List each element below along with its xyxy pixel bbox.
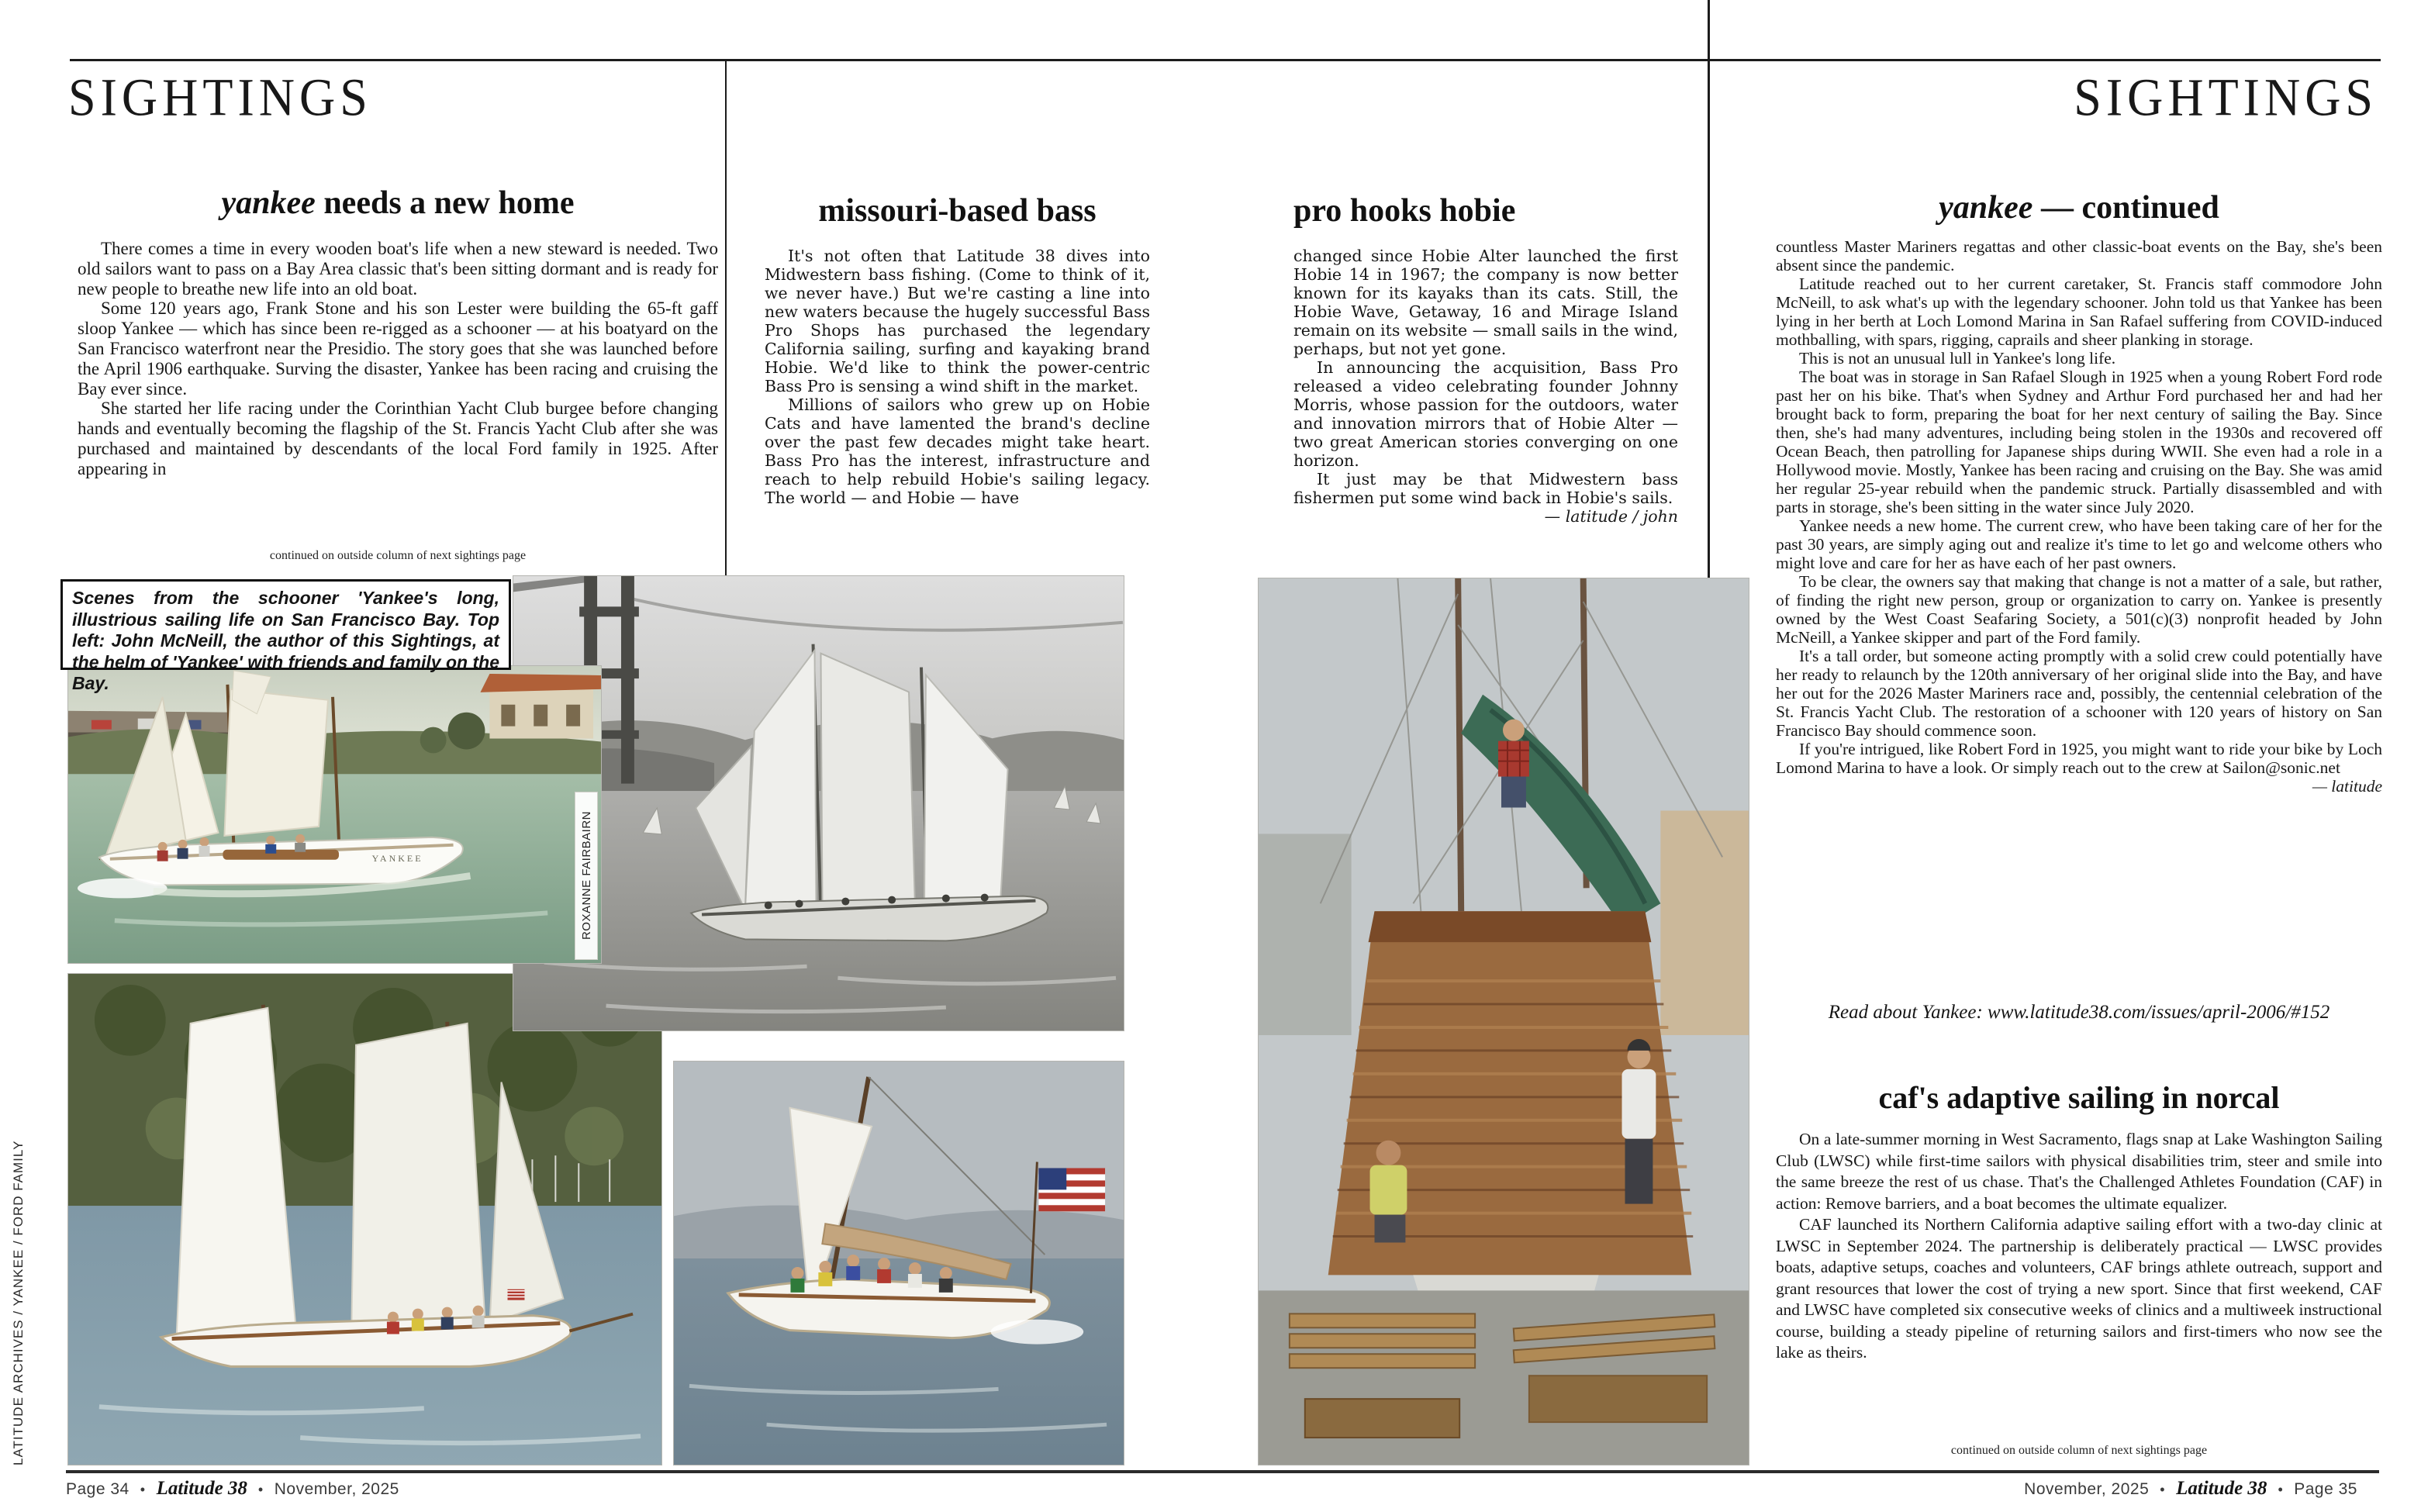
photo-yankee-bridge (67, 665, 602, 964)
side-photo-credit (11, 1068, 34, 1465)
paragraph: It's not often that Latitude 38 dives into Midwestern bass fishing. (Come to think of it, we never have.) But we're casting a line into new waters because the hugely successful Bass Pro Shops has purchased the legendary California sailing, surfing and kayaking brand Hobie. We'd like to think the power-centric Bass Pro is sensing a wind shift in the market. (765, 247, 1150, 395)
paragraph: CAF launched its Northern California adaptive sailing effort with a two-day clinic at LWSC in September 2024. The partnership is deliberately practical — LWSC provides boats, adaptive setups, coaches and volunteers, CAF brings athlete outreach, support and grant resources that lower the cost of trying a new sport. Since that first weekend, CAF and LWSC have completed six consecutive weeks of clinics and a multiweek instructional course, building a steady pipeline of returning sailors and first-timers who now see the lake as theirs. (1776, 1215, 2382, 1362)
continued-note-right: continued on outside column of next sightings page (1950, 1444, 2208, 1457)
article-title-caf: caf's adaptive sailing in norcal (1878, 1080, 2280, 1115)
section-header-left: SIGHTINGS (68, 67, 372, 127)
footer-right (1861, 1478, 2357, 1500)
footer-separator: • (2278, 1482, 2284, 1497)
paragraph: It's a tall order, but someone acting promptly with a solid crew could potentially have her ready to relaunch by the 120th anniversary of her original slide into the Bay, and have her out for the 2026 Master Mariners race and, possibly, the centennial celebration of the St. Francis Yacht Club. The restoration of a schooner with 120 years of history on San Francisco Bay should commence soon. (1776, 647, 2382, 740)
paragraph: Some 120 years ago, Frank Stone and his son Lester were building the 65-ft gaff sloop Yankee — which has since been re-rigged as a schooner — at his boatyard on the San Francisco waterfront near the Presidio. The story goes that she was launched before the April 1906 earthquake. Surving the disaster, Yankee has been racing and cruising the Bay ever since. (78, 299, 718, 399)
tall-sails-illustration (68, 974, 661, 1465)
footer-page-number: Page 35 (2294, 1480, 2357, 1498)
top-rule-right (1710, 59, 2381, 61)
yankee-bridge-illustration (68, 666, 601, 963)
paragraph: On a late-summer morning in West Sacramento, flags snap at Lake Washington Sailing Club (LWSC) while first-time sailors with physical disabilities trim, steer and smile into the same breeze the rest of us chase. That's the Challenged Athletes Foundation (CAF) in action: Remove barriers, and a boat becomes the ultimate equalizer. (1776, 1130, 2382, 1213)
paragraph: countless Master Mariners regattas and other classic-boat events on the Bay, she's been absent since the pandemic. (1776, 237, 2382, 274)
article-body-pro-hooks-hobie (1293, 247, 1678, 526)
footer-date: November, 2025 (2024, 1480, 2150, 1498)
article-signature: — latitude (2312, 777, 2382, 796)
footer-separator: • (257, 1482, 264, 1497)
footer-left (66, 1478, 399, 1500)
paragraph: To be clear, the owners say that making that change is not a matter of a sale, but rather, of finding the right new person, group or organization to carry on. Yankee is presently owned by the West Coast Seafaring Society, a 501(c)(3) nonprofit headed by John McNeill, a Yankee skipper and part of the Ford family. (1776, 572, 2382, 647)
paragraph: changed since Hobie Alter launched the first Hobie 14 in 1967; the company is now better known for its kayaks than its cats. Still, the Hobie Wave, Getaway, 16 and Mirage Island remain on its website — small sails in the wind, perhaps, but not yet gone. (1293, 247, 1678, 358)
article-body-missouri-bass (765, 247, 1150, 507)
title-italic-word: yankee (221, 185, 316, 221)
footer-separator: • (140, 1482, 146, 1497)
latitude38-logo: Latitude 38 (156, 1478, 247, 1499)
paragraph: The boat was in storage in San Rafael Slough in 1925 when a young Robert Ford rode past her on his bike. That's when Sydney and Arthur Ford purchased her and had her brought back to form, preparing the boat for her next century of sailing the Bay. Since then, she's had many adventures, including being stolen in the 1930s and recovered off Ocean Beach, then patrolling for Japanese ships during WWII. She even had a role in a Hollywood movie. Mostly, Yankee has been racing and cruising on the Bay. She was amid her regular 25-year rebuild when the pandemic struck. Partially disassembled and with parts in storage, she's been sitting in the water since July 2020. (1776, 368, 2382, 516)
boatyard-illustration (1259, 578, 1749, 1465)
title-rest: — continued (2032, 190, 2219, 226)
paragraph: There comes a time in every wooden boat's life when a new steward is needed. Two old sailors want to pass on a Bay Area classic that's been sitting dormant and is ready for new people to breathe new life into an old boat. (78, 239, 718, 299)
title-rest: needs a new home (315, 185, 575, 221)
paragraph: Millions of sailors who grew up on Hobie Cats and have lamented the brand's decline over the past few decades might take heart. Bass Pro has the interest, infrastructure and reach to help rebuild Hobie's sailing legacy. The world — and Hobie — have (765, 395, 1150, 507)
latitude38-logo: Latitude 38 (2176, 1478, 2267, 1499)
paragraph: It just may be that Midwestern bass fishermen put some wind back in Hobie's sails. (1293, 470, 1678, 507)
article-title-yankee-home (78, 185, 718, 222)
boat-name-label: YANKEE (371, 853, 423, 865)
photo-boatyard-restoration (1258, 578, 1749, 1465)
bottom-rule (66, 1470, 2379, 1473)
paragraph: Yankee needs a new home. The current crew, who have been taking care of her for the past 30 years, are simply aging out and realize it's time to let go and welcome others who might love and care for her as have each of her past owners. (1776, 516, 2382, 572)
top-rule-left (70, 59, 1708, 61)
photo-tall-sails (67, 973, 662, 1465)
column-divider (725, 61, 727, 594)
article-body-yankee-home (78, 239, 718, 479)
photo-caption-box: Scenes from the schooner 'Yankee's long, illustrious sailing life on San Francisco Bay. Top left: John McNeill, the author of this Sightings, at the helm of 'Yankee' with friends and family on the Bay. (60, 579, 511, 670)
photo-bw-schooner (513, 575, 1124, 1031)
continued-note-left: continued on outside column of next sightings page (269, 549, 527, 562)
section-header-right: SIGHTINGS (2074, 67, 2378, 127)
footer-page-number: Page 34 (66, 1480, 130, 1498)
paragraph: This is not an unusual lull in Yankee's long life. (1799, 349, 2116, 368)
footer-separator: • (2160, 1482, 2166, 1497)
flag-sailing-illustration (674, 1062, 1124, 1465)
side-photo-credit-text: LATITUDE ARCHIVES / YANKEE / FORD FAMILY (11, 1140, 26, 1465)
bw-schooner-illustration (513, 576, 1124, 1030)
article-title-missouri-bass: missouri-based bass (818, 193, 1097, 229)
title-italic-word: yankee (1939, 190, 2033, 226)
article-body-caf (1776, 1129, 2382, 1364)
photo-credit-text: ROXANNE FAIRBAIRN (579, 811, 593, 941)
article-body-yankee-continued (1776, 237, 2382, 796)
article-signature: — latitude / john (1544, 507, 1678, 526)
paragraph: Latitude reached out to her current caretaker, St. Francis staff commodore John McNeill, to ask what's up with the legendary schooner. John told us that Yankee has been lying in her berth at Loch Lomond Marina in San Rafael suffering from COVID-induced mothballing, with spars, rigging, caprails and sheer planking in storage. (1776, 274, 2382, 349)
photo-flag-sailing (673, 1061, 1124, 1465)
photo-credit-strip (575, 792, 598, 960)
read-about-link[interactable]: Read about Yankee: www.latitude38.com/issues/april-2006/#152 (1828, 1002, 2330, 1023)
paragraph: If you're intrigued, like Robert Ford in 1925, you might want to ride your bike by Loch Lomond Marina to have a look. Or simply reach out to the crew at Sailon@sonic.net (1776, 740, 2382, 777)
footer-date: November, 2025 (274, 1480, 399, 1498)
paragraph: She started her life racing under the Corinthian Yacht Club burgee before changing hands and eventually becoming the flagship of the St. Francis Yacht Club after she was purchased and maintained by descendants of the local Ford family in 1925. After appearing in (78, 399, 718, 478)
article-title-yankee-continued (1776, 189, 2382, 226)
paragraph: In announcing the acquisition, Bass Pro released a video celebrating founder Johnny Morris, whose passion for the outdoors, water and innovation mirrors that of Hobie Alter — two great American stories converging on one horizon. (1293, 358, 1678, 470)
article-title-pro-hooks-hobie: pro hooks hobie (1293, 193, 1516, 229)
